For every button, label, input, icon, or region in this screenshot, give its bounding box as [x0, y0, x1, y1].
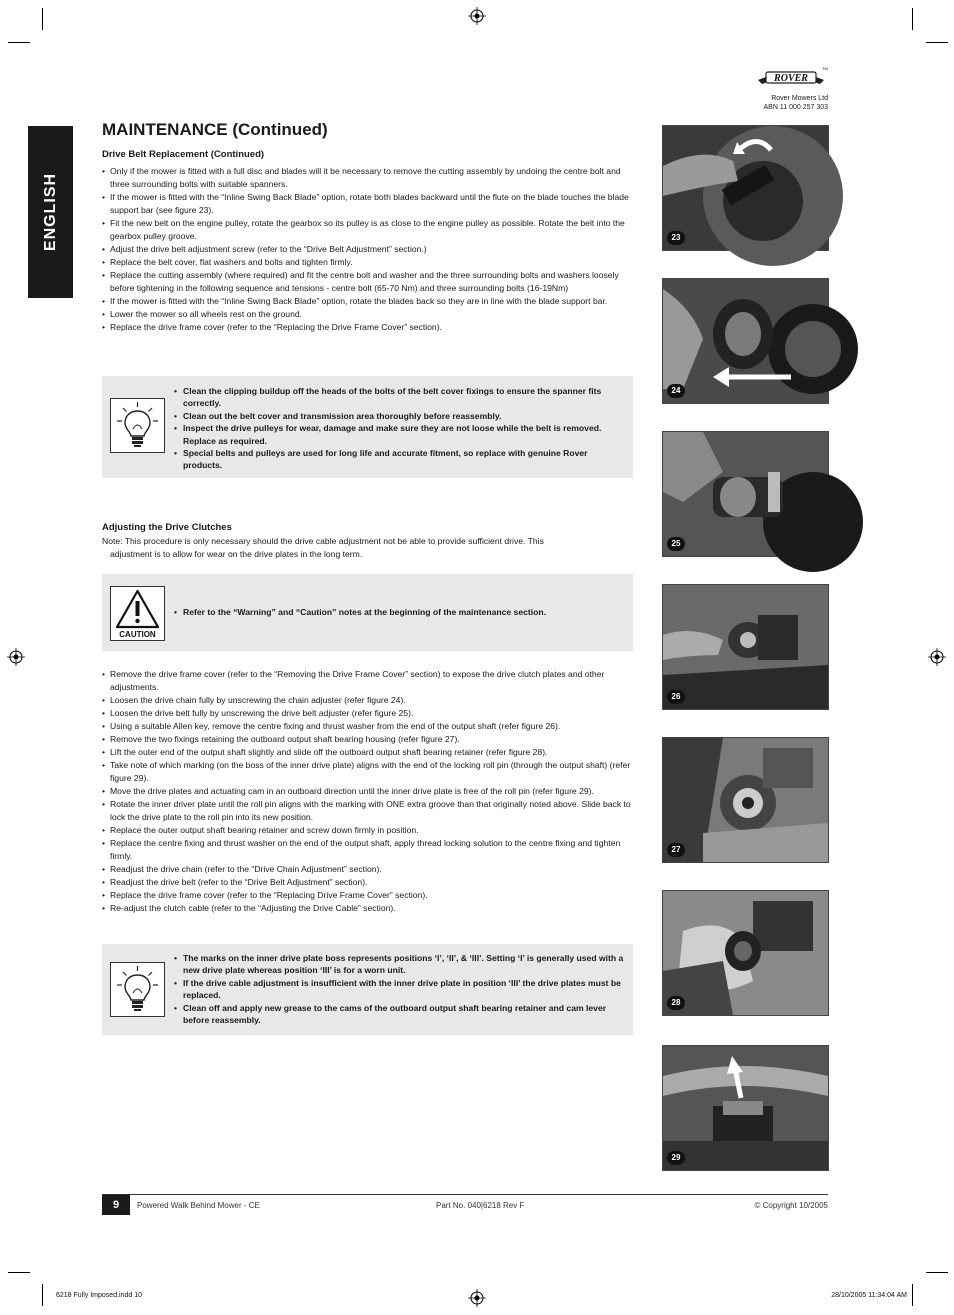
figure-23: [662, 125, 829, 251]
language-tab-label: ENGLISH: [41, 172, 59, 252]
list-item: • Special belts and pulleys are used for long life and accurate fitment, so replace with genuine Rover products.: [174, 447, 624, 472]
footer-rule: [102, 1194, 828, 1195]
company-name: Rover Mowers Ltd: [771, 95, 828, 102]
list-item: • Rotate the inner driver plate until the roll pin aligns with the marking with ONE extra groove than that originally noted above. Slide back to lock the drive plate to the roll pin into its new position.: [102, 798, 632, 824]
clutch-note: [102, 535, 632, 561]
list-item: • If the mower is fitted with the “Inline Swing Back Blade” option, rotate the blades back so they are in line with the blade support bar.: [102, 295, 632, 308]
registration-mark-icon: [468, 7, 486, 25]
figure-24: [662, 278, 829, 404]
list-item: • Readjust the drive belt (refer to the “Drive Belt Adjustment” section).: [102, 876, 632, 889]
list-item: • Clean off and apply new grease to the cams of the outboard output shaft bearing retainer and cam lever before reassembly.: [174, 1002, 624, 1027]
list-item: • Replace the cutting assembly (where required) and fit the centre bolt and washer and the three surrounding bolts and washers loosely before tightening in the following sequence and tensions - centre bolt (65-70 Nm) and three surrounding bolts (16-19Nm): [102, 269, 632, 295]
language-tab: [28, 126, 73, 298]
list-item: • Adjust the drive belt adjustment screw (refer to the “Drive Belt Adjustment” section.): [102, 243, 632, 256]
list-item: • Replace the drive frame cover (refer to the “Replacing Drive Frame Cover” section).: [102, 889, 632, 902]
list-item: • Lower the mower so all wheels rest on the ground.: [102, 308, 632, 321]
list-item: • Lift the outer end of the output shaft slightly and slide off the outboard output shaft bearing retainer (refer figure 28).: [102, 746, 632, 759]
footer-part-number: Part No. 040|6218 Rev F: [436, 1201, 525, 1210]
list-item: • Replace the belt cover, flat washers and bolts and tighten firmly.: [102, 256, 632, 269]
crop-mark: [8, 42, 30, 43]
rover-logo: [756, 64, 826, 88]
figure-number: 29: [667, 1151, 685, 1165]
lightbulb-icon: [110, 398, 165, 453]
caution-label: CAUTION: [119, 630, 156, 639]
figure-25: [662, 431, 829, 557]
list-item: • If the drive cable adjustment is insufficient with the inner drive plate in position ‘III’ the drive plates must be replaced.: [174, 977, 624, 1002]
tip-box: [102, 944, 633, 1035]
slug-datetime: 28/10/2005 11:34:04 AM: [831, 1292, 907, 1299]
list-item: • Readjust the drive chain (refer to the “Drive Chain Adjustment” section).: [102, 863, 632, 876]
clutch-note-line: Note: This procedure is only necessary should the drive cable adjustment not be able to provide sufficient drive. This: [102, 536, 544, 546]
registration-mark-icon: [928, 648, 946, 666]
tip-list: [174, 385, 624, 472]
list-item: • Replace the drive frame cover (refer to the “Replacing the Drive Frame Cover” section).: [102, 321, 632, 334]
figure-27: [662, 737, 829, 863]
tip-list: [174, 952, 624, 1026]
list-item: • Clean the clipping buildup off the heads of the bolts of the belt cover fixings to ensure the spanner fits correctly.: [174, 385, 624, 410]
drive-clutch-steps: [102, 668, 632, 915]
list-item: • Inspect the drive pulleys for wear, damage and make sure they are not loose while the belt is removed. Replace as required.: [174, 422, 624, 447]
caution-list: [174, 606, 624, 618]
list-item: • Replace the outer output shaft bearing retainer and screw down firmly in position.: [102, 824, 632, 837]
list-item: • Move the drive plates and actuating cam in an outboard direction until the inner drive plate is free of the roll pin (refer figure 29).: [102, 785, 632, 798]
crop-mark: [926, 42, 948, 43]
list-item: • Loosen the drive belt fully by unscrewing the drive belt adjuster (refer figure 25).: [102, 707, 632, 720]
lightbulb-icon: [110, 962, 165, 1017]
list-item: • Replace the centre fixing and thrust washer on the end of the output shaft, apply thread locking solution to the centre fixing and tighten firmly.: [102, 837, 632, 863]
list-item: • Re-adjust the clutch cable (refer to the “Adjusting the Drive Cable” section).: [102, 902, 632, 915]
list-item: • Loosen the drive chain fully by unscrewing the chain adjuster (refer figure 24).: [102, 694, 632, 707]
crop-mark: [912, 8, 913, 30]
figure-number: 23: [667, 231, 685, 245]
registration-mark-icon: [7, 648, 25, 666]
figure-29: [662, 1045, 829, 1171]
caution-text: • Refer to the “Warning” and “Caution” notes at the beginning of the maintenance section.: [174, 606, 624, 618]
list-item: • Remove the two fixings retaining the outboard output shaft bearing housing (refer figure 27).: [102, 733, 632, 746]
list-item: • Only if the mower is fitted with a full disc and blades will it be necessary to remove the cutting assembly by undoing the centre bolt and three surrounding bolts with suitable spanners.: [102, 165, 632, 191]
section-heading-drive-belt: Drive Belt Replacement (Continued): [102, 149, 265, 160]
list-item: • The marks on the inner drive plate boss represents positions ‘I’, ‘II’, & ‘III’. Setting ‘I’ is generally used with a new drive plate whereas position ‘III’ is for a worn unit.: [174, 952, 624, 977]
list-item: • Take note of which marking (on the boss of the inner drive plate) aligns with the end of the locking roll pin (through the output shaft) (refer figure 29).: [102, 759, 632, 785]
page-title: MAINTENANCE (Continued): [102, 120, 328, 139]
list-item: • Clean out the belt cover and transmission area thoroughly before reassembly.: [174, 410, 624, 422]
crop-mark: [42, 1284, 43, 1306]
footer-product: Powered Walk Behind Mower - CE: [137, 1201, 260, 1210]
page-number: 9: [102, 1195, 130, 1215]
tip-box: [102, 376, 633, 478]
list-item: • Remove the drive frame cover (refer to the “Removing the Drive Frame Cover” section) to expose the drive clutch plates and other adjustments.: [102, 668, 632, 694]
logo-text: ROVER: [774, 73, 808, 84]
crop-mark: [926, 1272, 948, 1273]
crop-mark: [42, 8, 43, 30]
figure-number: 27: [667, 843, 685, 857]
crop-mark: [912, 1284, 913, 1306]
company-info: [740, 94, 828, 112]
slug-file: 6218 Fully Imposed.indd 10: [56, 1292, 142, 1299]
section-heading-drive-clutches: Adjusting the Drive Clutches: [102, 522, 232, 533]
svg-text:TM: TM: [822, 66, 828, 71]
list-item: • Fit the new belt on the engine pulley, rotate the gearbox so its pulley is as close to the engine pulley as possible. Rotate the belt into the gearbox pulley groove.: [102, 217, 632, 243]
crop-mark: [8, 1272, 30, 1273]
figure-number: 25: [667, 537, 685, 551]
figure-26: [662, 584, 829, 710]
drive-belt-steps: [102, 165, 632, 334]
footer-copyright: © Copyright 10/2005: [754, 1201, 828, 1210]
clutch-note-line: adjustment is to allow for wear on the drive plates in the long term.: [110, 549, 363, 559]
list-item: • If the mower is fitted with the “Inline Swing Back Blade” option, rotate both blades backward until the flute on the blade touches the blade support bar (see figure 23).: [102, 191, 632, 217]
figure-number: 24: [667, 384, 685, 398]
registration-mark-icon: [468, 1289, 486, 1307]
caution-box: [102, 574, 633, 651]
figure-number: 28: [667, 996, 685, 1010]
figure-28: [662, 890, 829, 1016]
company-abn: ABN 11 000 257 303: [763, 104, 828, 111]
figure-number: 26: [667, 690, 685, 704]
list-item: • Using a suitable Allen key, remove the centre fixing and thrust washer from the end of the output shaft (refer figure 26).: [102, 720, 632, 733]
caution-icon: [110, 586, 165, 641]
